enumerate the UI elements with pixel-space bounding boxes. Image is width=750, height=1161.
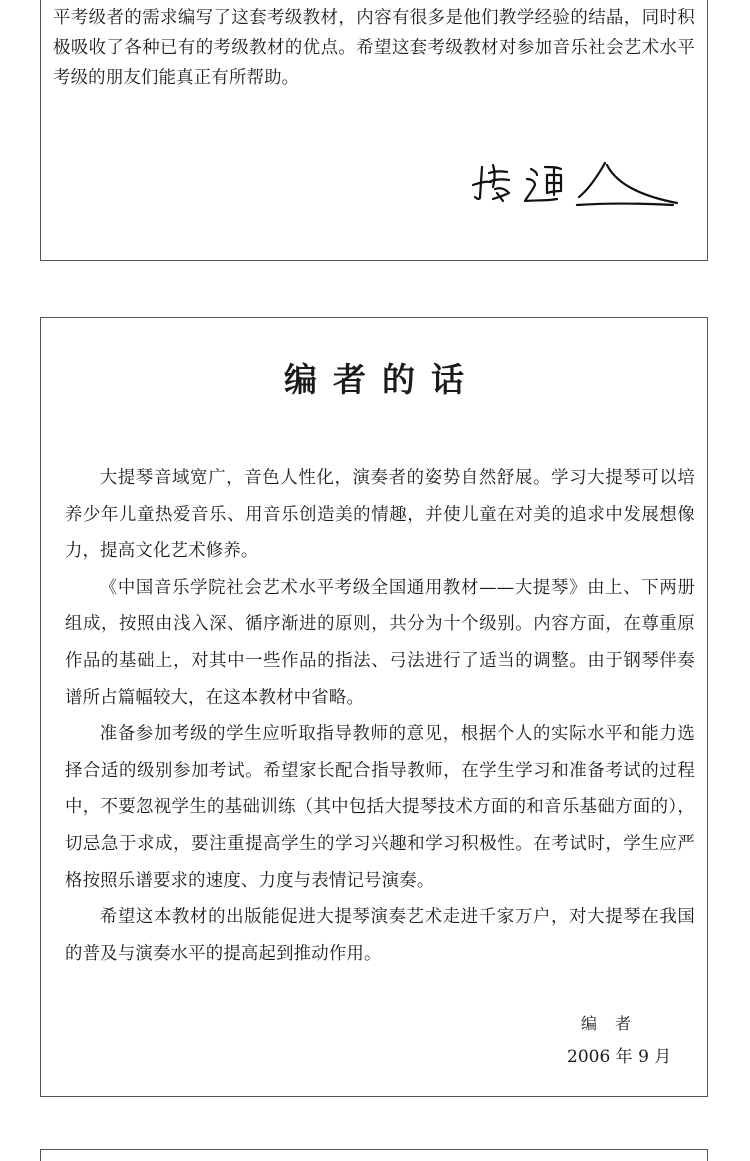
page-title: 编者的话 (284, 360, 480, 399)
signature-date: 2006 年 9 月 (567, 1047, 672, 1067)
editors-note-body (65, 460, 695, 972)
paragraph-3: 准备参加考级的学生应听取指导教师的意见，根据个人的实际水平和能力选择合适的级别参加考试。希望家长配合指导教师，在学生学习和准备考试的过程中，不要忽视学生的基础训练（其中包括大提琴技术方面的和音乐基础方面的），切忌急于求成，要注重提高学生的学习兴趣和学习积极性。在考试时，学生应严格按照乐谱要求的速度、力度与表情记号演奏。 (65, 724, 695, 891)
preface-continuation-box (40, 0, 708, 261)
editors-note-box (40, 317, 708, 1097)
signature-author: 编者 (581, 1014, 650, 1033)
handwritten-signature-image (465, 145, 685, 215)
paragraph-4: 希望这本教材的出版能促进大提琴演奏艺术走进千家万户，对大提琴在我国的普及与演奏水平的提高起到推动作用。 (65, 907, 695, 964)
preface-continuation-text: 平考级者的需求编写了这套考级教材，内容有很多是他们教学经验的结晶，同时积极吸收了各种已有的考级教材的优点。希望这套考级教材对参加音乐社会艺术水平考级的朋友们能真正有所帮助。 (53, 8, 695, 89)
next-section-box (40, 1149, 708, 1161)
paragraph-1: 大提琴音域宽广，音色人性化，演奏者的姿势自然舒展。学习大提琴可以培养少年儿童热爱音乐、用音乐创造美的情趣，并使儿童在对美的追求中发展想像力，提高文化艺术修养。 (65, 468, 695, 562)
paragraph-2: 《中国音乐学院社会艺术水平考级全国通用教材——大提琴》由上、下两册组成，按照由浅入深、循序渐进的原则，共分为十个级别。内容方面，在尊重原作品的基础上，对其中一些作品的指法、弓法进行了适当的调整。由于钢琴伴奏谱所占篇幅较大，在这本教材中省略。 (65, 577, 695, 708)
